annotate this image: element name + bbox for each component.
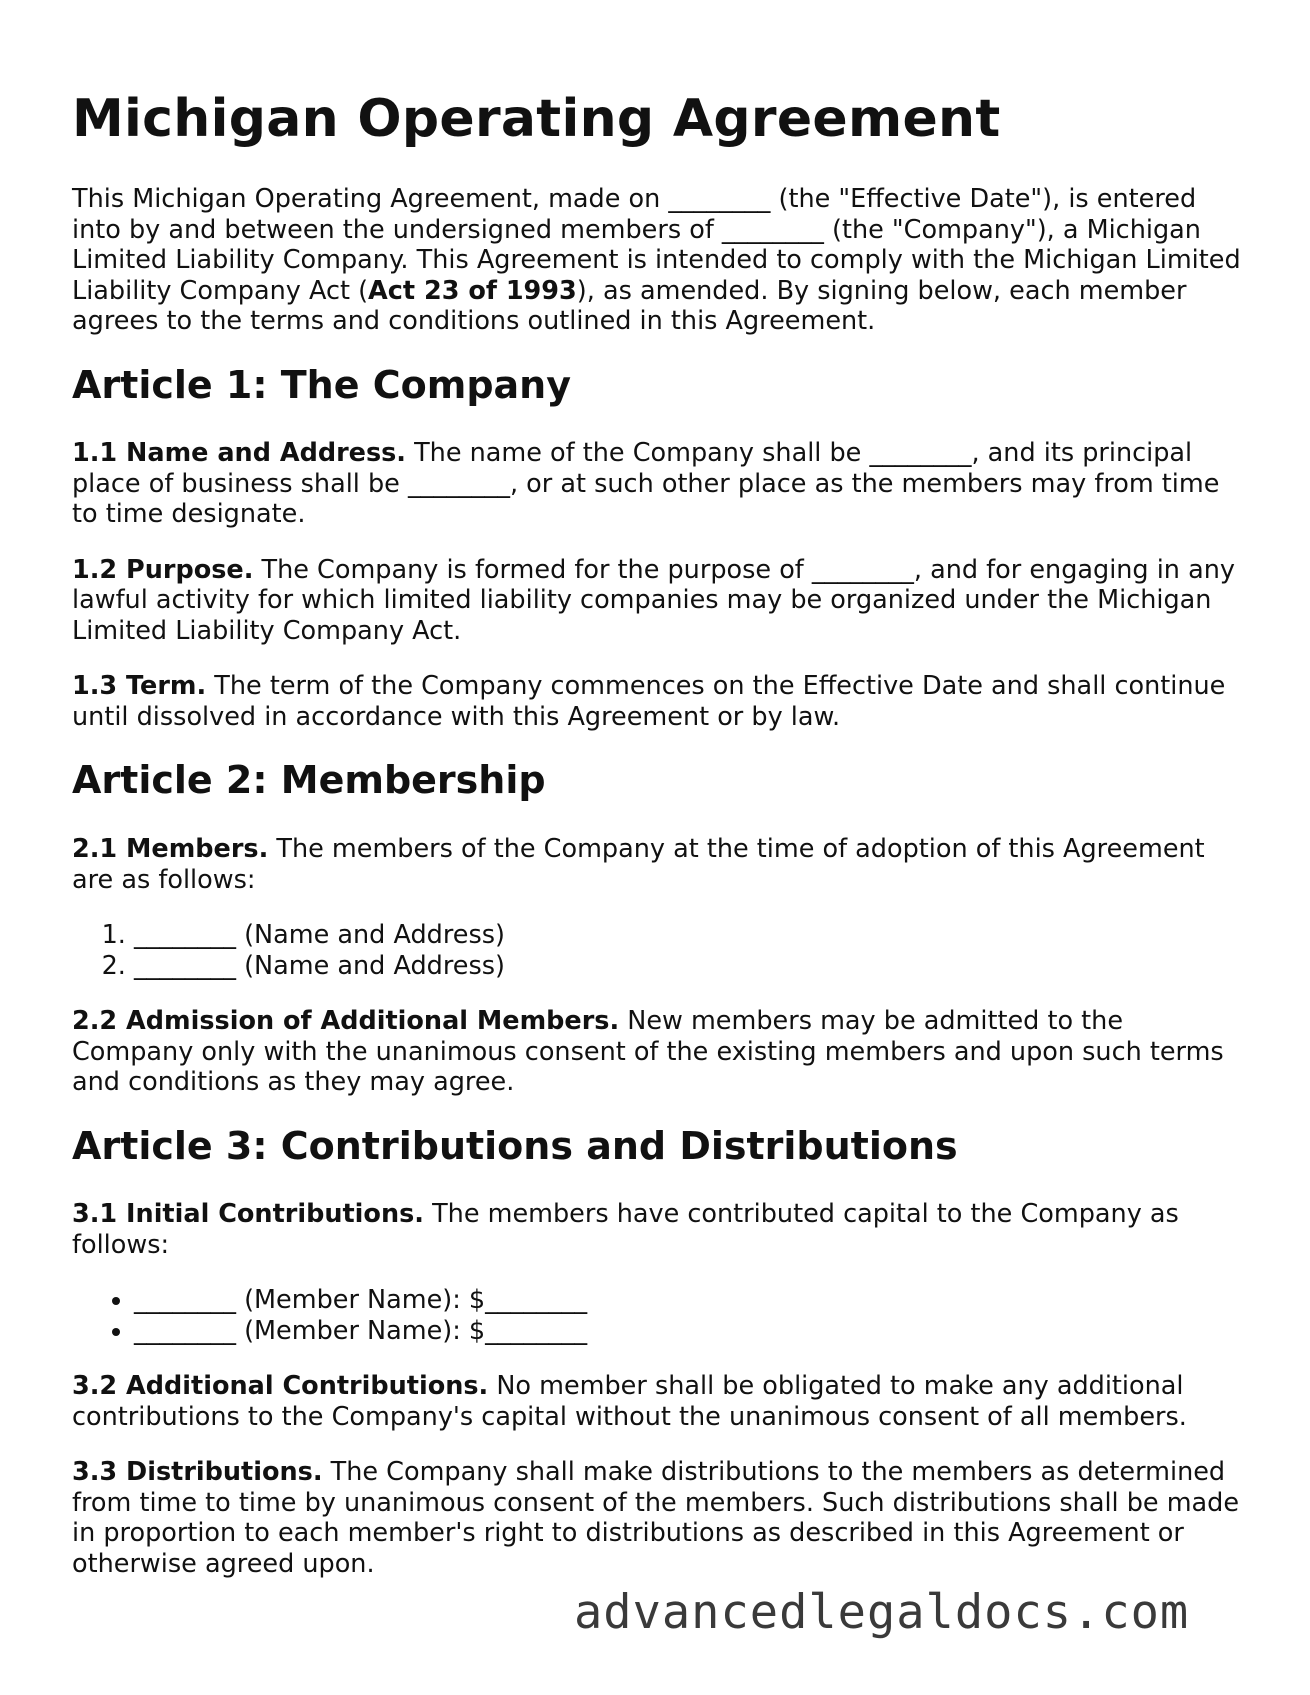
- section-1-2-text: The Company is formed for the purpose of ________, and for engaging in any lawful activity for which limited liability companies may be organized under the Michigan Limited Liability Company Act.: [72, 554, 1235, 646]
- section-3-2-label: 3.2 Additional Contributions.: [72, 1371, 489, 1402]
- section-3-2: [72, 1371, 1242, 1432]
- section-1-1: [72, 438, 1242, 530]
- watermark: advancedlegaldocs.com: [574, 1585, 1190, 1640]
- article-3-heading: Article 3: Contributions and Distributions: [72, 1123, 958, 1168]
- section-3-3-text: The Company shall make distributions to the members as determined from time to time by unanimous consent of the members. Such distributions shall be made in proportion to each member's right to distributions as described in this Agreement or otherwise agreed upon.: [72, 1457, 1240, 1579]
- intro-text-2: ), as amended. By signing below, each member agrees to the terms and conditions outlined in this Agreement.: [72, 275, 1187, 337]
- list-item: • ________ (Member Name): $________: [134, 1285, 1242, 1316]
- article-2-heading: Article 2: Membership: [72, 758, 546, 803]
- section-3-3-label: 3.3 Distributions.: [72, 1457, 323, 1488]
- section-3-1-label: 3.1 Initial Contributions.: [72, 1199, 424, 1230]
- section-1-3: [72, 671, 1242, 732]
- section-2-2-label: 2.2 Admission of Additional Members.: [72, 1006, 620, 1037]
- section-2-2-text: New members may be admitted to the Company only with the unanimous consent of the existing members and upon such terms and conditions as they may agree.: [72, 1006, 1224, 1098]
- section-2-1-label: 2.1 Members.: [72, 834, 269, 865]
- section-2-1: [72, 834, 1242, 895]
- section-1-1-label: 1.1 Name and Address.: [72, 438, 406, 469]
- act-reference: Act 23 of 1993: [368, 275, 577, 306]
- section-1-3-text: The term of the Company commences on the Effective Date and shall continue until dissolved in accordance with this Agreement or by law.: [72, 671, 1226, 732]
- section-1-2: [72, 555, 1242, 647]
- section-2-2: [72, 1006, 1242, 1098]
- section-1-3-label: 1.3 Term.: [72, 671, 207, 702]
- section-1-1-text: The name of the Company shall be ________, and its principal place of business shall be ________, or at such other place as the members may from time to time designate.: [72, 438, 1220, 530]
- section-3-1: [72, 1199, 1242, 1260]
- intro-text-1: This Michigan Operating Agreement, made on ________ (the "Effective Date"), is entered into by and between the undersigned members of ________ (the "Company"), a Michigan Limited Liability Company. This Agreement is intended to comply with the Michigan Limited Liability Company Act (: [72, 184, 1241, 306]
- document-title: Michigan Operating Agreement: [72, 89, 1001, 149]
- section-1-2-label: 1.2 Purpose.: [72, 554, 254, 585]
- section-2-1-text: The members of the Company at the time of adoption of this Agreement are as follows:: [72, 834, 1205, 895]
- list-item: 1. ________ (Name and Address): [134, 920, 1242, 951]
- section-3-3: [72, 1457, 1242, 1579]
- document-page: [72, 88, 1242, 1604]
- article-1-heading: Article 1: The Company: [72, 362, 571, 407]
- members-list: [72, 920, 1242, 981]
- list-item: • ________ (Member Name): $________: [134, 1316, 1242, 1347]
- section-3-1-text: The members have contributed capital to the Company as follows:: [72, 1199, 1179, 1260]
- list-item: 2. ________ (Name and Address): [134, 951, 1242, 982]
- section-3-2-text: No member shall be obligated to make any additional contributions to the Company's capital without the unanimous consent of all members.: [72, 1371, 1187, 1432]
- intro-paragraph: [72, 184, 1242, 337]
- contributions-list: [72, 1285, 1242, 1346]
